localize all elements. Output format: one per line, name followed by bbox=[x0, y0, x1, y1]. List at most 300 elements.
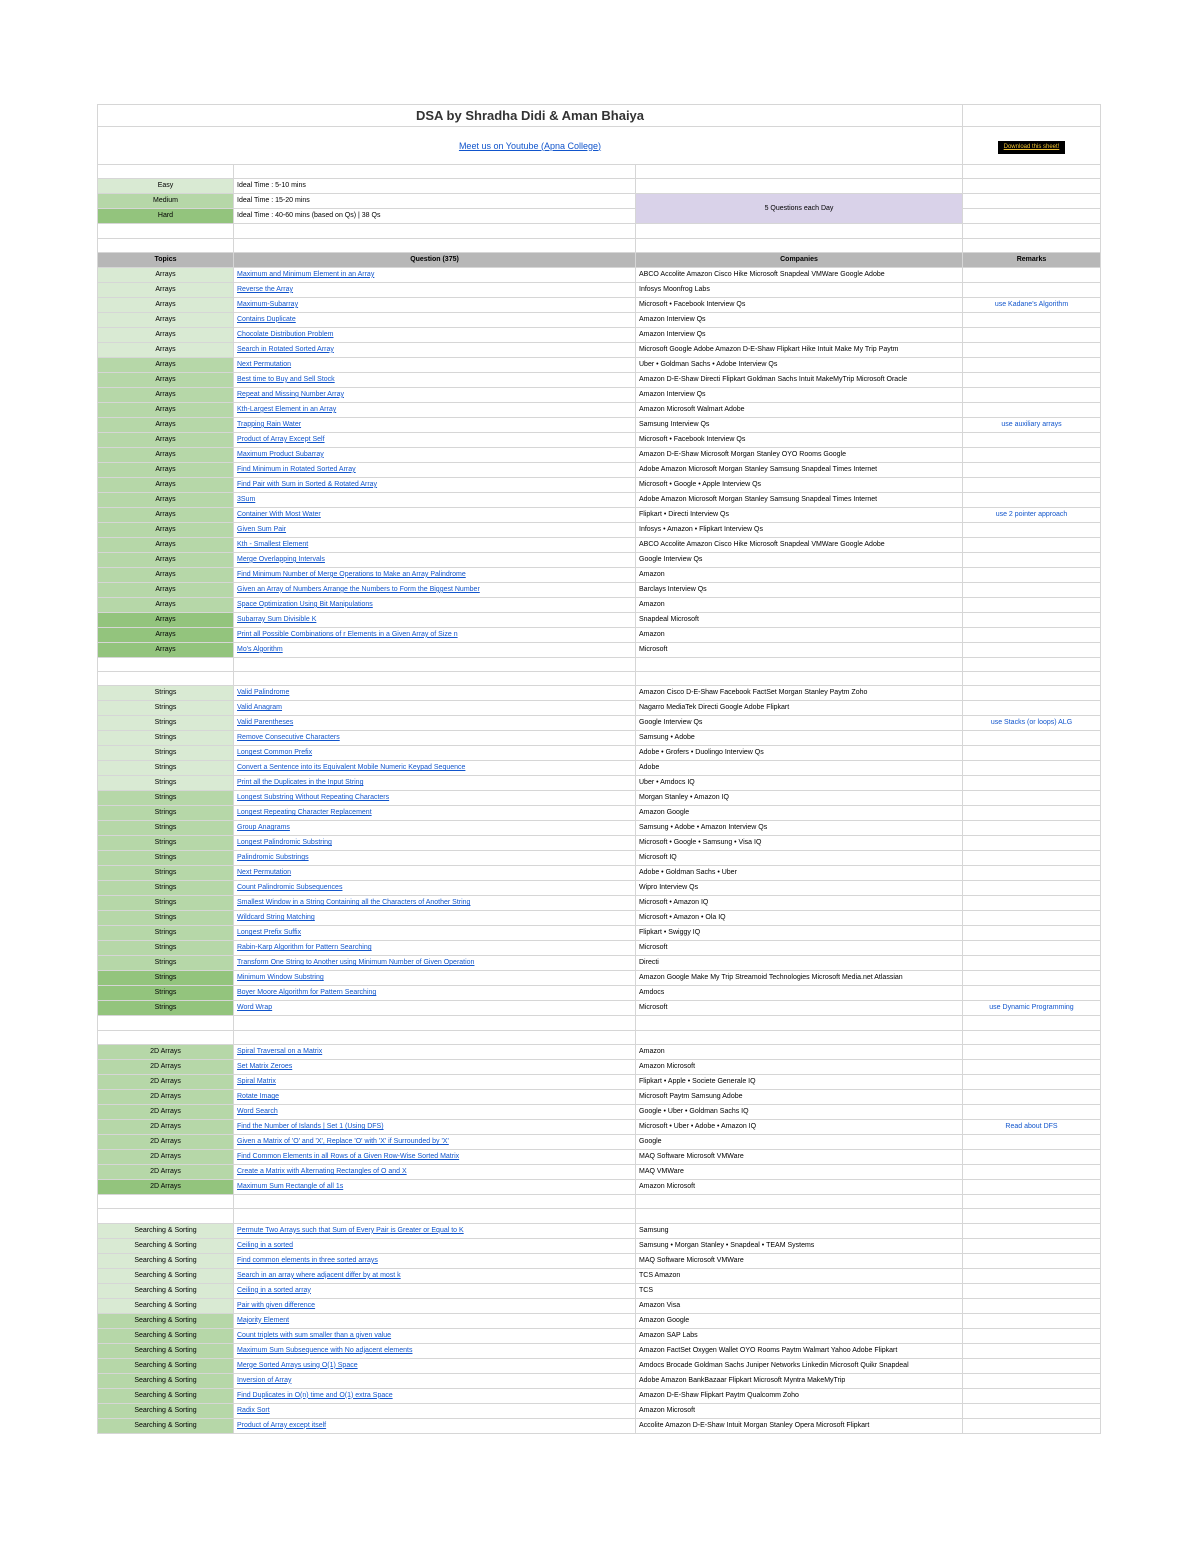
topic-cell: Arrays bbox=[98, 582, 234, 597]
remarks-cell bbox=[963, 971, 1101, 986]
empty-cell bbox=[234, 672, 636, 686]
topic-cell: Strings bbox=[98, 896, 234, 911]
remarks-cell bbox=[963, 522, 1101, 537]
question-row bbox=[98, 806, 1101, 821]
empty-cell bbox=[636, 238, 963, 252]
question-link[interactable]: Longest Substring Without Repeating Characters bbox=[237, 794, 390, 802]
question-link[interactable]: Trapping Rain Water bbox=[237, 420, 302, 428]
remarks-cell bbox=[963, 1135, 1101, 1150]
question-row bbox=[98, 627, 1101, 642]
question-row bbox=[98, 1343, 1101, 1358]
topic-cell: Arrays bbox=[98, 507, 234, 522]
remarks-cell bbox=[963, 776, 1101, 791]
remarks-cell bbox=[963, 851, 1101, 866]
question-cell bbox=[234, 941, 636, 956]
question-link[interactable]: Majority Element bbox=[237, 1316, 290, 1324]
topic-cell: Strings bbox=[98, 836, 234, 851]
question-row bbox=[98, 477, 1101, 492]
question-link[interactable]: Find the Number of Islands | Set 1 (Using DFS) bbox=[237, 1123, 384, 1131]
question-row bbox=[98, 1283, 1101, 1298]
topic-cell: Arrays bbox=[98, 297, 234, 312]
question-link[interactable]: Pair with given difference bbox=[237, 1301, 316, 1309]
companies-cell: Amazon Google Make My Trip Streamoid Technologies Microsoft Media.net Atlassian bbox=[636, 971, 963, 986]
question-row bbox=[98, 417, 1101, 432]
remarks-cell bbox=[963, 1358, 1101, 1373]
remarks-cell bbox=[963, 731, 1101, 746]
question-cell bbox=[234, 462, 636, 477]
companies-cell: Wipro Interview Qs bbox=[636, 881, 963, 896]
question-link[interactable]: Maximum-Subarray bbox=[237, 300, 299, 308]
question-cell bbox=[234, 956, 636, 971]
question-cell bbox=[234, 1328, 636, 1343]
remarks-cell bbox=[963, 1268, 1101, 1283]
legend-medium-label: Medium bbox=[98, 194, 234, 209]
remarks-cell bbox=[963, 836, 1101, 851]
remarks-cell bbox=[963, 567, 1101, 582]
empty-cell bbox=[234, 657, 636, 671]
empty-cell bbox=[963, 194, 1101, 209]
companies-cell: Amazon Microsoft bbox=[636, 1403, 963, 1418]
question-row bbox=[98, 642, 1101, 657]
question-link[interactable]: 3Sum bbox=[237, 495, 256, 503]
remarks-cell bbox=[963, 642, 1101, 657]
question-link[interactable]: Word Wrap bbox=[237, 1004, 273, 1012]
question-link[interactable]: Smallest Window in a String Containing all the Characters of Another String bbox=[237, 899, 471, 907]
topic-cell: Searching & Sorting bbox=[98, 1268, 234, 1283]
question-cell bbox=[234, 552, 636, 567]
header-companies: Companies bbox=[636, 252, 963, 267]
empty-cell bbox=[963, 1016, 1101, 1030]
question-row bbox=[98, 1060, 1101, 1075]
remarks-cell bbox=[963, 357, 1101, 372]
question-cell bbox=[234, 1358, 636, 1373]
question-link[interactable]: Print all the Duplicates in the Input String bbox=[237, 779, 364, 787]
question-cell bbox=[234, 761, 636, 776]
question-cell bbox=[234, 701, 636, 716]
question-cell bbox=[234, 1373, 636, 1388]
companies-cell: Infosys Moonfrog Labs bbox=[636, 282, 963, 297]
question-cell bbox=[234, 731, 636, 746]
topic-cell: Arrays bbox=[98, 402, 234, 417]
question-link[interactable]: Mo's Algorithm bbox=[237, 645, 283, 653]
remarks-cell bbox=[963, 582, 1101, 597]
remarks-cell bbox=[963, 1253, 1101, 1268]
legend-medium-time: Ideal Time : 15-20 mins bbox=[234, 194, 636, 209]
question-row bbox=[98, 1328, 1101, 1343]
topic-cell: 2D Arrays bbox=[98, 1180, 234, 1195]
empty-cell bbox=[234, 165, 636, 179]
question-link[interactable]: Remove Consecutive Characters bbox=[237, 734, 340, 742]
question-link[interactable]: Maximum Sum Rectangle of all 1s bbox=[237, 1183, 344, 1191]
companies-cell: ABCO Accolite Amazon Cisco Hike Microsoft Snapdeal VMWare Google Adobe bbox=[636, 537, 963, 552]
companies-cell: TCS bbox=[636, 1283, 963, 1298]
empty-cell bbox=[636, 1195, 963, 1209]
companies-cell: Adobe Amazon Microsoft Morgan Stanley Samsung Snapdeal Times Internet bbox=[636, 462, 963, 477]
remarks-cell: use Stacks (or loops) ALG bbox=[963, 716, 1101, 731]
question-link[interactable]: Group Anagrams bbox=[237, 824, 290, 832]
remarks-cell bbox=[963, 1223, 1101, 1238]
question-link[interactable]: Ceiling in a sorted array bbox=[237, 1286, 311, 1294]
topic-cell: Strings bbox=[98, 776, 234, 791]
question-row bbox=[98, 701, 1101, 716]
question-cell bbox=[234, 372, 636, 387]
question-link[interactable]: Longest Prefix Suffix bbox=[237, 929, 302, 937]
question-link[interactable]: Kth - Smallest Element bbox=[237, 540, 309, 548]
empty-cell bbox=[963, 105, 1101, 127]
question-cell bbox=[234, 746, 636, 761]
companies-cell: Microsoft Paytm Samsung Adobe bbox=[636, 1090, 963, 1105]
empty-cell bbox=[98, 1209, 234, 1223]
remarks-cell bbox=[963, 402, 1101, 417]
empty-cell bbox=[234, 1016, 636, 1030]
question-row bbox=[98, 1045, 1101, 1060]
legend-easy-label: Easy bbox=[98, 179, 234, 194]
companies-cell: Amazon bbox=[636, 597, 963, 612]
topic-cell: Searching & Sorting bbox=[98, 1418, 234, 1433]
empty-cell bbox=[234, 224, 636, 238]
topic-cell: Searching & Sorting bbox=[98, 1388, 234, 1403]
topic-cell: Arrays bbox=[98, 567, 234, 582]
remarks-cell bbox=[963, 1090, 1101, 1105]
topic-cell: Strings bbox=[98, 716, 234, 731]
question-link[interactable]: Palindromic Substrings bbox=[237, 854, 309, 862]
question-link[interactable]: Given Sum Pair bbox=[237, 525, 287, 533]
topic-cell: 2D Arrays bbox=[98, 1090, 234, 1105]
remarks-cell bbox=[963, 746, 1101, 761]
spacer-row bbox=[98, 657, 1101, 671]
question-row bbox=[98, 1223, 1101, 1238]
companies-cell: Amazon bbox=[636, 1045, 963, 1060]
question-link[interactable]: Kth-Largest Element in an Array bbox=[237, 405, 337, 413]
question-link[interactable]: Container With Most Water bbox=[237, 510, 321, 518]
question-link[interactable]: Transform One String to Another using Minimum Number of Given Operation bbox=[237, 959, 475, 967]
header-question: Question (375) bbox=[234, 252, 636, 267]
question-link[interactable]: Find Minimum Number of Merge Operations to Make an Array Palindrome bbox=[237, 570, 466, 578]
question-link[interactable]: Maximum and Minimum Element in an Array bbox=[237, 270, 375, 278]
companies-cell: Google bbox=[636, 1135, 963, 1150]
question-row bbox=[98, 761, 1101, 776]
empty-cell bbox=[234, 1195, 636, 1209]
topic-cell: 2D Arrays bbox=[98, 1060, 234, 1075]
empty-cell bbox=[636, 1016, 963, 1030]
question-link[interactable]: Spiral Matrix bbox=[237, 1078, 276, 1086]
empty-cell bbox=[636, 179, 963, 194]
topic-cell: Strings bbox=[98, 686, 234, 701]
question-row bbox=[98, 567, 1101, 582]
question-link[interactable]: Contains Duplicate bbox=[237, 315, 296, 323]
empty-cell bbox=[963, 179, 1101, 194]
question-link[interactable]: Rabin-Karp Algorithm for Pattern Searching bbox=[237, 944, 372, 952]
companies-cell: Samsung • Morgan Stanley • Snapdeal • TEAM Systems bbox=[636, 1238, 963, 1253]
question-row bbox=[98, 791, 1101, 806]
companies-cell: Uber • Amdocs IQ bbox=[636, 776, 963, 791]
empty-cell bbox=[963, 672, 1101, 686]
remarks-cell bbox=[963, 1150, 1101, 1165]
question-cell bbox=[234, 866, 636, 881]
question-link[interactable]: Create a Matrix with Alternating Rectangles of O and X bbox=[237, 1168, 407, 1176]
header-remarks: Remarks bbox=[963, 252, 1101, 267]
companies-cell: MAQ Software Microsoft VMWare bbox=[636, 1253, 963, 1268]
question-link[interactable]: Permute Two Arrays such that Sum of Every Pair is Greater or Equal to K bbox=[237, 1226, 464, 1234]
question-link[interactable]: Convert a Sentence into its Equivalent Mobile Numeric Keypad Sequence bbox=[237, 764, 466, 772]
question-cell bbox=[234, 1150, 636, 1165]
empty-cell bbox=[963, 657, 1101, 671]
question-link[interactable]: Search in an array where adjacent differ by at most k bbox=[237, 1271, 401, 1279]
question-row bbox=[98, 1388, 1101, 1403]
question-row bbox=[98, 926, 1101, 941]
topic-cell: Arrays bbox=[98, 432, 234, 447]
companies-cell: Microsoft bbox=[636, 642, 963, 657]
companies-cell: Microsoft Google Adobe Amazon D-E-Shaw Flipkart Hike Intuit Make My Trip Paytm bbox=[636, 342, 963, 357]
question-cell bbox=[234, 1298, 636, 1313]
question-cell bbox=[234, 986, 636, 1001]
youtube-cell bbox=[98, 127, 963, 165]
question-cell bbox=[234, 492, 636, 507]
companies-cell: Samsung Interview Qs bbox=[636, 417, 963, 432]
question-link[interactable]: Given an Array of Numbers Arrange the Numbers to Form the Biggest Number bbox=[237, 585, 480, 593]
empty-cell bbox=[963, 1209, 1101, 1223]
question-link[interactable]: Find Common Elements in all Rows of a Given Row-Wise Sorted Matrix bbox=[237, 1153, 460, 1161]
question-link[interactable]: Maximum Product Subarray bbox=[237, 450, 324, 458]
topic-cell: Searching & Sorting bbox=[98, 1403, 234, 1418]
question-cell bbox=[234, 507, 636, 522]
topic-cell: 2D Arrays bbox=[98, 1135, 234, 1150]
remarks-cell bbox=[963, 911, 1101, 926]
question-link[interactable]: Next Permutation bbox=[237, 869, 292, 877]
empty-cell bbox=[636, 165, 963, 179]
question-cell bbox=[234, 1075, 636, 1090]
question-link[interactable]: Subarray Sum Divisible K bbox=[237, 615, 317, 623]
empty-cell bbox=[963, 165, 1101, 179]
question-link[interactable]: Best time to Buy and Sell Stock bbox=[237, 375, 335, 383]
topic-cell: Arrays bbox=[98, 597, 234, 612]
question-cell bbox=[234, 447, 636, 462]
remarks-cell bbox=[963, 447, 1101, 462]
question-row bbox=[98, 357, 1101, 372]
question-link[interactable]: Valid Parentheses bbox=[237, 719, 294, 727]
question-link[interactable]: Product of Array except itself bbox=[237, 1421, 327, 1429]
empty-cell bbox=[98, 165, 234, 179]
question-link[interactable]: Count Palindromic Subsequences bbox=[237, 884, 343, 892]
companies-cell: Adobe Amazon BankBazaar Flipkart Microsoft Myntra MakeMyTrip bbox=[636, 1373, 963, 1388]
question-row bbox=[98, 552, 1101, 567]
question-link[interactable]: Word Search bbox=[237, 1108, 278, 1116]
question-link[interactable]: Boyer Moore Algorithm for Pattern Searching bbox=[237, 989, 377, 997]
remarks-cell bbox=[963, 1313, 1101, 1328]
question-cell bbox=[234, 402, 636, 417]
question-row bbox=[98, 821, 1101, 836]
question-link[interactable]: Valid Palindrome bbox=[237, 689, 290, 697]
companies-cell: Amazon bbox=[636, 567, 963, 582]
question-link[interactable]: Find Duplicates in O(n) time and O(1) extra Space bbox=[237, 1391, 393, 1399]
question-row bbox=[98, 312, 1101, 327]
companies-cell: Samsung • Adobe bbox=[636, 731, 963, 746]
question-row bbox=[98, 911, 1101, 926]
remarks-cell bbox=[963, 1045, 1101, 1060]
question-link[interactable]: Maximum Sum Subsequence with No adjacent elements bbox=[237, 1346, 413, 1354]
empty-cell bbox=[234, 1030, 636, 1044]
question-row bbox=[98, 522, 1101, 537]
question-link[interactable]: Wildcard String Matching bbox=[237, 914, 315, 922]
spacer-row bbox=[98, 1030, 1101, 1044]
topic-cell: 2D Arrays bbox=[98, 1165, 234, 1180]
topic-cell: Arrays bbox=[98, 612, 234, 627]
question-cell bbox=[234, 267, 636, 282]
topic-cell: Strings bbox=[98, 986, 234, 1001]
remarks-cell bbox=[963, 597, 1101, 612]
companies-cell: Amazon Microsoft Walmart Adobe bbox=[636, 402, 963, 417]
question-link[interactable]: Print all Possible Combinations of r Elements in a Given Array of Size n bbox=[237, 630, 458, 638]
companies-cell: Infosys • Amazon • Flipkart Interview Qs bbox=[636, 522, 963, 537]
spacer-row bbox=[98, 672, 1101, 686]
topic-cell: Arrays bbox=[98, 492, 234, 507]
youtube-link[interactable]: Meet us on Youtube (Apna College) bbox=[458, 140, 602, 151]
question-row bbox=[98, 1001, 1101, 1016]
empty-cell bbox=[98, 1195, 234, 1209]
question-link[interactable]: Longest Palindromic Substring bbox=[237, 839, 332, 847]
topic-cell: Strings bbox=[98, 941, 234, 956]
question-link[interactable]: Count triplets with sum smaller than a given value bbox=[237, 1331, 392, 1339]
companies-cell: Microsoft • Google • Apple Interview Qs bbox=[636, 477, 963, 492]
topic-cell: Arrays bbox=[98, 552, 234, 567]
companies-cell: Google • Uber • Goldman Sachs IQ bbox=[636, 1105, 963, 1120]
empty-cell bbox=[963, 238, 1101, 252]
companies-cell: Microsoft • Google • Samsung • Visa IQ bbox=[636, 836, 963, 851]
question-link[interactable]: Radix Sort bbox=[237, 1406, 270, 1414]
question-link[interactable]: Rotate Image bbox=[237, 1093, 280, 1101]
question-cell bbox=[234, 896, 636, 911]
question-cell bbox=[234, 1343, 636, 1358]
remarks-cell bbox=[963, 1238, 1101, 1253]
topic-cell: Searching & Sorting bbox=[98, 1283, 234, 1298]
question-row bbox=[98, 1373, 1101, 1388]
question-link[interactable]: Repeat and Missing Number Array bbox=[237, 390, 344, 398]
question-link[interactable]: Search in Rotated Sorted Array bbox=[237, 345, 334, 353]
topic-cell: 2D Arrays bbox=[98, 1105, 234, 1120]
question-link[interactable]: Merge Overlapping Intervals bbox=[237, 555, 325, 563]
topic-cell: Arrays bbox=[98, 312, 234, 327]
question-cell bbox=[234, 1045, 636, 1060]
companies-cell: Amazon Microsoft bbox=[636, 1060, 963, 1075]
empty-cell bbox=[98, 657, 234, 671]
question-row bbox=[98, 387, 1101, 402]
question-cell bbox=[234, 1403, 636, 1418]
topic-cell: Arrays bbox=[98, 387, 234, 402]
question-row bbox=[98, 447, 1101, 462]
question-link[interactable]: Find Pair with Sum in Sorted & Rotated Array bbox=[237, 480, 378, 488]
topic-cell: Strings bbox=[98, 701, 234, 716]
topic-cell: Arrays bbox=[98, 462, 234, 477]
companies-cell: MAQ VMWare bbox=[636, 1165, 963, 1180]
remarks-cell bbox=[963, 282, 1101, 297]
question-link[interactable]: Valid Anagram bbox=[237, 704, 283, 712]
question-row bbox=[98, 1268, 1101, 1283]
question-link[interactable]: Next Permutation bbox=[237, 360, 292, 368]
question-link[interactable]: Longest Repeating Character Replacement bbox=[237, 809, 372, 817]
topic-cell: Strings bbox=[98, 731, 234, 746]
empty-cell bbox=[963, 209, 1101, 224]
question-row bbox=[98, 1180, 1101, 1195]
question-row bbox=[98, 507, 1101, 522]
companies-cell: Directi bbox=[636, 956, 963, 971]
companies-cell: Google Interview Qs bbox=[636, 552, 963, 567]
remarks-cell bbox=[963, 806, 1101, 821]
empty-cell bbox=[636, 224, 963, 238]
question-link[interactable]: Given a Matrix of 'O' and 'X', Replace 'O' with 'X' if Surrounded by 'X' bbox=[237, 1138, 449, 1146]
remarks-cell bbox=[963, 1165, 1101, 1180]
question-link[interactable]: Find Minimum in Rotated Sorted Array bbox=[237, 465, 356, 473]
question-cell bbox=[234, 926, 636, 941]
empty-cell bbox=[234, 1209, 636, 1223]
remarks-cell: use auxiliary arrays bbox=[963, 417, 1101, 432]
question-row bbox=[98, 746, 1101, 761]
download-sheet-button[interactable]: Download this sheet! bbox=[998, 141, 1066, 154]
question-link[interactable]: Reverse the Array bbox=[237, 285, 294, 293]
question-row bbox=[98, 1135, 1101, 1150]
remarks-cell bbox=[963, 387, 1101, 402]
companies-cell: Flipkart • Directi Interview Qs bbox=[636, 507, 963, 522]
question-link[interactable]: Inversion of Array bbox=[237, 1376, 292, 1384]
companies-cell: TCS Amazon bbox=[636, 1268, 963, 1283]
question-cell bbox=[234, 881, 636, 896]
empty-cell bbox=[98, 1016, 234, 1030]
companies-cell: Barclays Interview Qs bbox=[636, 582, 963, 597]
companies-cell: Flipkart • Swiggy IQ bbox=[636, 926, 963, 941]
topic-cell: Strings bbox=[98, 806, 234, 821]
question-row bbox=[98, 686, 1101, 701]
empty-cell bbox=[636, 1030, 963, 1044]
question-cell bbox=[234, 806, 636, 821]
remarks-cell bbox=[963, 432, 1101, 447]
remarks-cell bbox=[963, 312, 1101, 327]
question-link[interactable]: Find common elements in three sorted arrays bbox=[237, 1256, 378, 1264]
empty-cell bbox=[963, 1195, 1101, 1209]
remarks-cell bbox=[963, 612, 1101, 627]
remarks-cell bbox=[963, 821, 1101, 836]
question-link[interactable]: Merge Sorted Arrays using O(1) Space bbox=[237, 1361, 358, 1369]
question-row bbox=[98, 492, 1101, 507]
remarks-cell bbox=[963, 342, 1101, 357]
question-link[interactable]: Ceiling in a sorted bbox=[237, 1241, 294, 1249]
remarks-cell bbox=[963, 1298, 1101, 1313]
question-cell bbox=[234, 297, 636, 312]
question-link[interactable]: Minimum Window Substring bbox=[237, 974, 324, 982]
question-link[interactable]: Space Optimization Using Bit Manipulations bbox=[237, 600, 373, 608]
question-cell bbox=[234, 387, 636, 402]
question-row bbox=[98, 1358, 1101, 1373]
question-link[interactable]: Chocolate Distribution Problem bbox=[237, 330, 334, 338]
question-cell bbox=[234, 1283, 636, 1298]
companies-cell: Flipkart • Apple • Societe Generale IQ bbox=[636, 1075, 963, 1090]
topic-cell: Searching & Sorting bbox=[98, 1358, 234, 1373]
question-cell bbox=[234, 1253, 636, 1268]
question-cell bbox=[234, 836, 636, 851]
question-cell bbox=[234, 911, 636, 926]
companies-cell: Amazon Interview Qs bbox=[636, 387, 963, 402]
question-cell bbox=[234, 522, 636, 537]
question-link[interactable]: Spiral Traversal on a Matrix bbox=[237, 1048, 323, 1056]
question-link[interactable]: Set Matrix Zeroes bbox=[237, 1063, 293, 1071]
topic-cell: Arrays bbox=[98, 342, 234, 357]
question-link[interactable]: Product of Array Except Self bbox=[237, 435, 325, 443]
question-link[interactable]: Longest Common Prefix bbox=[237, 749, 313, 757]
companies-cell: Amazon D-E-Shaw Flipkart Paytm Qualcomm Zoho bbox=[636, 1388, 963, 1403]
empty-cell bbox=[98, 672, 234, 686]
remarks-cell bbox=[963, 477, 1101, 492]
empty-cell bbox=[963, 1030, 1101, 1044]
question-row bbox=[98, 1313, 1101, 1328]
topic-cell: Strings bbox=[98, 746, 234, 761]
